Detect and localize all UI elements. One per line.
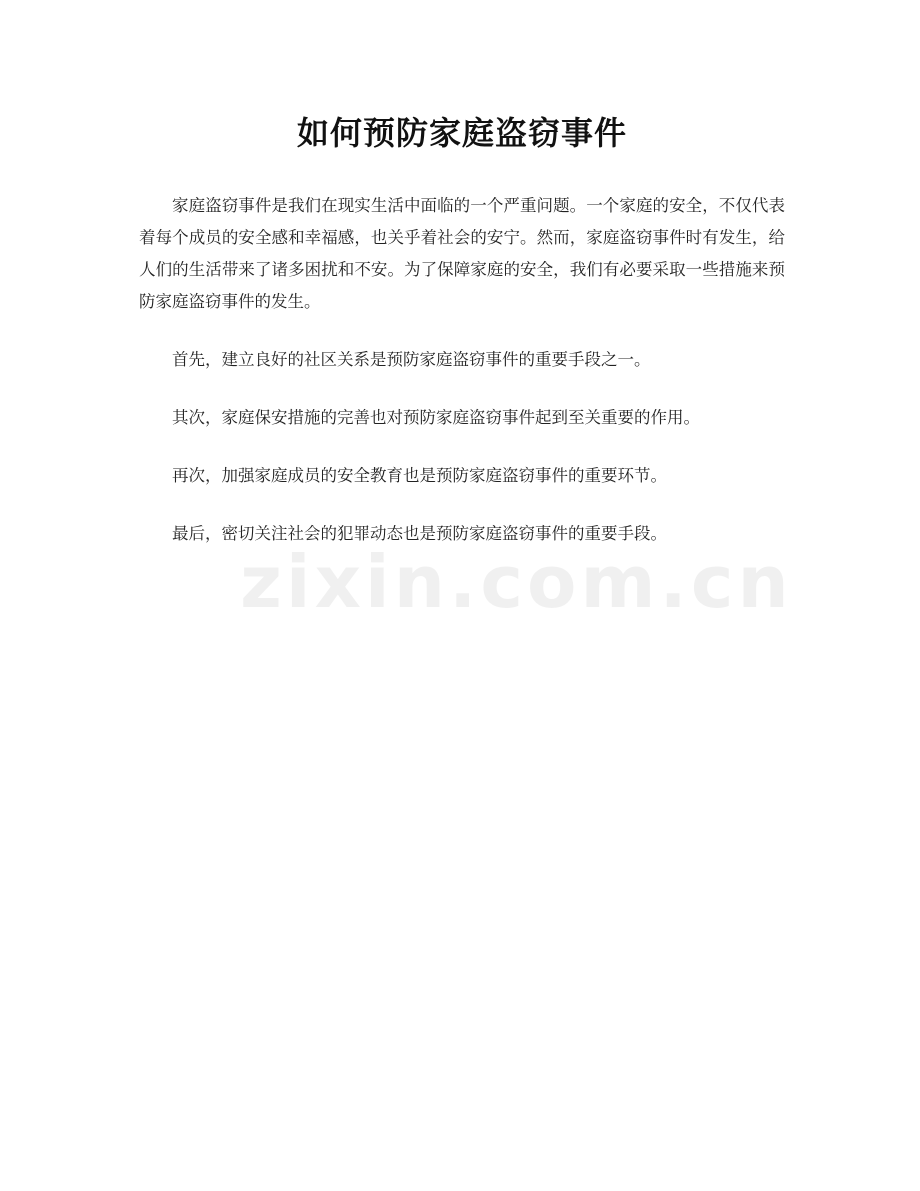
- paragraph-security-measures: 其次，家庭保安措施的完善也对预防家庭盗窃事件起到至关重要的作用。: [172, 408, 700, 427]
- paragraph-intro: 家庭盗窃事件是我们在现实生活中面临的一个严重问题。一个家庭的安全，不仅代表着每个成员的安全感和幸福感，也关乎着社会的安宁。然而，家庭盗窃事件时有发生，给人们的生活带来了诸多困扰和不安。为了保障家庭的安全，我们有必要采取一些措施来预防家庭盗窃事件的发生。: [139, 196, 785, 311]
- document-title: 如何预防家庭盗窃事件: [296, 114, 627, 152]
- paragraph-crime-trends: 最后，密切关注社会的犯罪动态也是预防家庭盗窃事件的重要手段。: [172, 524, 667, 543]
- paragraph-education: 再次，加强家庭成员的安全教育也是预防家庭盗窃事件的重要环节。: [172, 466, 667, 485]
- watermark: zixin.com.cn: [240, 540, 793, 624]
- paragraph-community: 首先，建立良好的社区关系是预防家庭盗窃事件的重要手段之一。: [172, 350, 651, 369]
- document-page: [139, 108, 785, 576]
